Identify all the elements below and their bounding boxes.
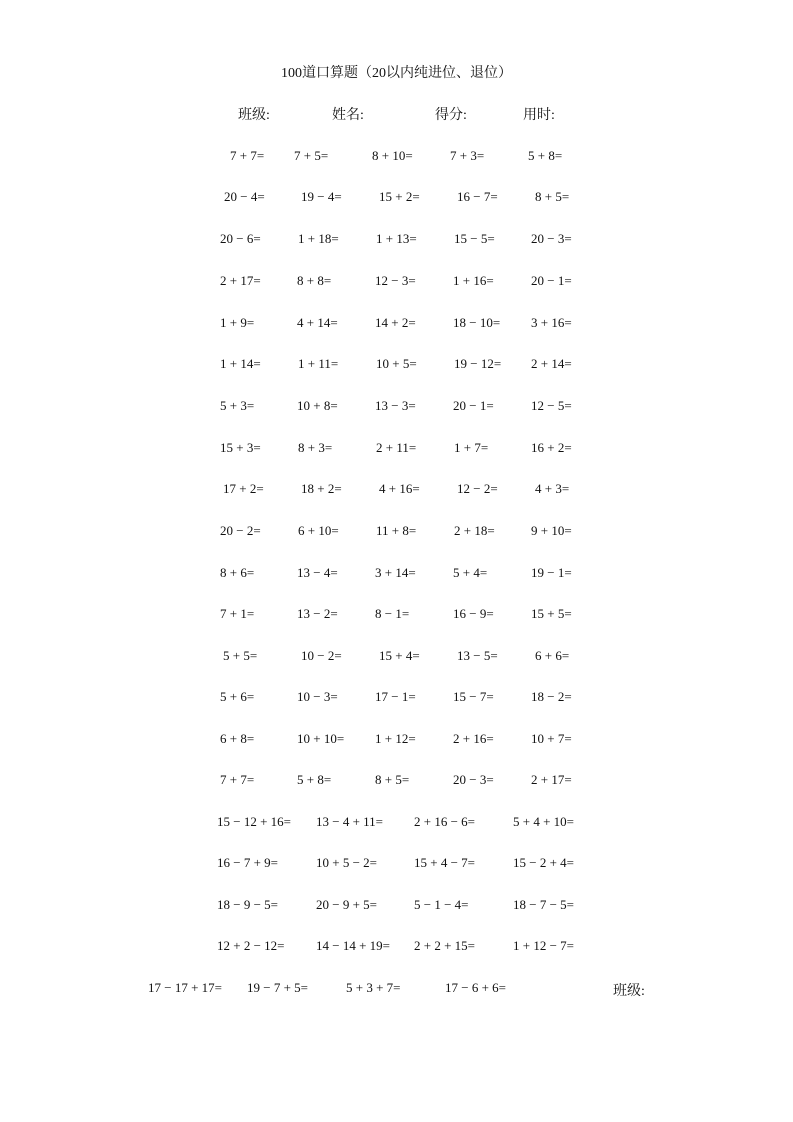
problem-cell: 13 − 4= <box>297 565 338 580</box>
problem-cell: 5 + 3 + 7= <box>346 980 401 995</box>
class-label: 班级: <box>238 108 270 123</box>
problem-cell: 5 + 5= <box>223 648 258 663</box>
problem-cell: 15 − 12 + 16= <box>217 814 291 829</box>
problem-cell: 20 − 6= <box>220 231 261 246</box>
problem-cell: 1 + 13= <box>376 231 417 246</box>
time-label: 用时: <box>523 108 555 123</box>
problem-cell: 1 + 9= <box>220 315 255 330</box>
problem-cell: 2 + 17= <box>531 772 572 787</box>
problem-cell: 17 − 6 + 6= <box>445 980 506 995</box>
problem-cell: 8 − 1= <box>375 606 410 621</box>
problem-cell: 15 + 4 − 7= <box>414 855 475 870</box>
problem-cell: 16 + 2= <box>531 440 572 455</box>
problem-cell: 4 + 16= <box>379 481 420 496</box>
problem-cell: 18 − 2= <box>531 689 572 704</box>
problem-cell: 15 + 3= <box>220 440 261 455</box>
problem-cell: 10 + 5= <box>376 356 417 371</box>
problem-cell: 20 − 4= <box>224 189 265 204</box>
problem-cell: 10 + 10= <box>297 731 345 746</box>
problem-cell: 10 + 8= <box>297 398 338 413</box>
problem-cell: 1 + 12 − 7= <box>513 938 574 953</box>
problem-cell: 18 − 9 − 5= <box>217 897 278 912</box>
problem-cell: 18 − 10= <box>453 315 501 330</box>
problem-cell: 19 − 4= <box>301 189 342 204</box>
problem-cell: 6 + 10= <box>298 523 339 538</box>
problem-cell: 1 + 12= <box>375 731 416 746</box>
problem-cell: 1 + 16= <box>453 273 494 288</box>
problem-cell: 2 + 17= <box>220 273 261 288</box>
problem-cell: 12 + 2 − 12= <box>217 938 285 953</box>
problem-cell: 16 − 7= <box>457 189 498 204</box>
problem-cell: 20 − 3= <box>531 231 572 246</box>
problem-cell: 8 + 10= <box>372 148 413 163</box>
problem-cell: 17 − 17 + 17= <box>148 980 222 995</box>
problem-cell: 14 + 2= <box>375 315 416 330</box>
problem-cell: 19 − 7 + 5= <box>247 980 308 995</box>
problem-cell: 3 + 16= <box>531 315 572 330</box>
problem-cell: 15 + 4= <box>379 648 420 663</box>
problem-cell: 4 + 14= <box>297 315 338 330</box>
problem-cell: 2 + 11= <box>376 440 417 455</box>
problem-cell: 5 + 3= <box>220 398 255 413</box>
problem-cell: 6 + 6= <box>535 648 570 663</box>
problem-cell: 15 + 2= <box>379 189 420 204</box>
problem-cell: 10 + 5 − 2= <box>316 855 377 870</box>
problem-cell: 8 + 5= <box>535 189 570 204</box>
footer-class-label: 班级: <box>613 984 645 999</box>
problem-cell: 6 + 8= <box>220 731 255 746</box>
problem-cell: 7 + 3= <box>450 148 485 163</box>
problem-cell: 8 + 3= <box>298 440 333 455</box>
problem-cell: 15 − 7= <box>453 689 494 704</box>
problem-cell: 17 + 2= <box>223 481 264 496</box>
problem-cell: 15 − 2 + 4= <box>513 855 574 870</box>
problem-cell: 12 − 3= <box>375 273 416 288</box>
problem-cell: 19 − 12= <box>454 356 502 371</box>
problem-cell: 5 − 1 − 4= <box>414 897 469 912</box>
problem-cell: 13 − 2= <box>297 606 338 621</box>
problem-cell: 20 − 1= <box>531 273 572 288</box>
problem-cell: 7 + 5= <box>294 148 329 163</box>
problem-cell: 15 − 5= <box>454 231 495 246</box>
name-label: 姓名: <box>332 108 364 123</box>
problem-cell: 3 + 14= <box>375 565 416 580</box>
problem-cell: 20 − 9 + 5= <box>316 897 377 912</box>
problem-cell: 5 + 8= <box>528 148 563 163</box>
problem-cell: 2 + 16 − 6= <box>414 814 475 829</box>
problem-cell: 2 + 2 + 15= <box>414 938 475 953</box>
problem-cell: 8 + 6= <box>220 565 255 580</box>
problem-cell: 18 − 7 − 5= <box>513 897 574 912</box>
problem-cell: 12 − 2= <box>457 481 498 496</box>
problem-cell: 9 + 10= <box>531 523 572 538</box>
page-title: 100道口算题（20以内纯进位、退位） <box>281 66 512 81</box>
problem-cell: 20 − 2= <box>220 523 261 538</box>
problem-cell: 10 + 7= <box>531 731 572 746</box>
problem-cell: 5 + 6= <box>220 689 255 704</box>
problem-cell: 14 − 14 + 19= <box>316 938 390 953</box>
score-label: 得分: <box>435 108 467 123</box>
problem-cell: 7 + 7= <box>220 772 255 787</box>
problem-cell: 11 + 8= <box>376 523 417 538</box>
problem-cell: 1 + 11= <box>298 356 339 371</box>
problem-cell: 10 − 2= <box>301 648 342 663</box>
problem-cell: 8 + 8= <box>297 273 332 288</box>
problem-cell: 7 + 1= <box>220 606 255 621</box>
problem-cell: 1 + 7= <box>454 440 489 455</box>
problem-cell: 12 − 5= <box>531 398 572 413</box>
problem-cell: 1 + 18= <box>298 231 339 246</box>
problem-cell: 19 − 1= <box>531 565 572 580</box>
problem-cell: 13 − 5= <box>457 648 498 663</box>
problem-cell: 2 + 14= <box>531 356 572 371</box>
problem-cell: 8 + 5= <box>375 772 410 787</box>
problem-cell: 2 + 18= <box>454 523 495 538</box>
problem-cell: 1 + 14= <box>220 356 261 371</box>
problem-cell: 7 + 7= <box>230 148 265 163</box>
problem-cell: 4 + 3= <box>535 481 570 496</box>
problem-cell: 2 + 16= <box>453 731 494 746</box>
problem-cell: 16 − 7 + 9= <box>217 855 278 870</box>
problem-cell: 20 − 1= <box>453 398 494 413</box>
problem-cell: 5 + 4= <box>453 565 488 580</box>
problem-cell: 5 + 4 + 10= <box>513 814 574 829</box>
problem-cell: 20 − 3= <box>453 772 494 787</box>
problem-cell: 15 + 5= <box>531 606 572 621</box>
problem-cell: 17 − 1= <box>375 689 416 704</box>
problem-cell: 18 + 2= <box>301 481 342 496</box>
problem-cell: 16 − 9= <box>453 606 494 621</box>
problem-cell: 5 + 8= <box>297 772 332 787</box>
problem-cell: 10 − 3= <box>297 689 338 704</box>
problem-cell: 13 − 3= <box>375 398 416 413</box>
problem-cell: 13 − 4 + 11= <box>316 814 384 829</box>
